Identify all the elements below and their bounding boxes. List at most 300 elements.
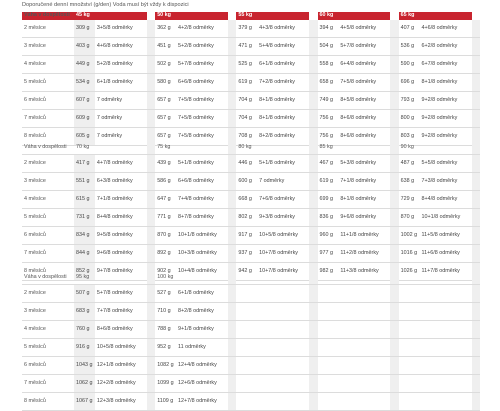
table-row — [22, 20, 480, 38]
doses-cell: 10+1/8 odměrky — [419, 209, 471, 227]
grams-cell: 756 g — [318, 128, 339, 146]
weight-class-header: 90 kg — [399, 142, 420, 155]
doses-cell: 10+3/8 odměrky — [176, 245, 228, 263]
doses-cell: 5+7/8 odměrky — [95, 285, 147, 303]
doses-cell: 5+7/8 odměrky — [338, 38, 390, 56]
weight-class-header: 95 kg — [74, 272, 95, 285]
grams-cell: 590 g — [399, 56, 420, 74]
column-gap — [390, 191, 398, 209]
grams-cell: 600 g — [236, 173, 257, 191]
column-gap — [309, 321, 317, 339]
doses-cell: 4+3/8 odměrky — [257, 20, 309, 38]
doses-cell: 6+3/8 odměrky — [95, 173, 147, 191]
age-cell: 6 měsíců — [22, 92, 74, 110]
weight-class-header: 45 kg — [74, 12, 95, 20]
grams-cell: 982 g — [318, 263, 339, 281]
column-gap — [309, 339, 317, 357]
doses-cell: 11+1/8 odměrky — [338, 227, 390, 245]
doses-cell — [419, 375, 471, 393]
header-cell — [257, 12, 309, 20]
grams-cell: 1026 g — [399, 263, 420, 281]
doses-cell: 11+6/8 odměrky — [419, 245, 471, 263]
age-cell: 6 měsíců — [22, 357, 74, 375]
doses-cell: 9+2/8 odměrky — [419, 110, 471, 128]
grams-cell: 699 g — [318, 191, 339, 209]
grams-cell: 704 g — [236, 110, 257, 128]
doses-cell: 8+2/8 odměrky — [176, 303, 228, 321]
age-cell: 4 měsíce — [22, 191, 74, 209]
grams-cell: 788 g — [155, 321, 176, 339]
doses-cell: 10+5/8 odměrky — [95, 339, 147, 357]
column-gap — [390, 375, 398, 393]
age-cell: 7 měsíců — [22, 245, 74, 263]
doses-cell: 8+1/8 odměrky — [257, 92, 309, 110]
doses-cell: 7 odměrky — [95, 110, 147, 128]
doses-cell: 6+6/8 odměrky — [176, 173, 228, 191]
grams-cell: 507 g — [74, 285, 95, 303]
grams-cell: 771 g — [155, 209, 176, 227]
doses-cell: 3+5/8 odměrky — [95, 20, 147, 38]
grams-cell: 696 g — [399, 74, 420, 92]
doses-cell: 7+7/8 odměrky — [95, 303, 147, 321]
grams-cell: 439 g — [155, 155, 176, 173]
age-cell: 6 měsíců — [22, 227, 74, 245]
table-row — [22, 245, 480, 263]
column-gap — [309, 227, 317, 245]
age-cell: 2 měsíce — [22, 20, 74, 38]
column-gap — [472, 321, 481, 339]
header-cell — [338, 12, 390, 20]
doses-cell: 11 odměrky — [176, 339, 228, 357]
header-cell — [257, 272, 309, 285]
doses-cell: 11+7/8 odměrky — [419, 263, 471, 281]
age-cell: 7 měsíců — [22, 110, 74, 128]
grams-cell: 952 g — [155, 339, 176, 357]
column-gap — [390, 110, 398, 128]
table-row — [22, 321, 480, 339]
header-cell — [338, 142, 390, 155]
doses-cell: 12+7/8 odměrky — [176, 393, 228, 411]
grams-cell: 892 g — [155, 245, 176, 263]
grams-cell — [318, 303, 339, 321]
grams-cell: 417 g — [74, 155, 95, 173]
grams-cell: 609 g — [74, 110, 95, 128]
column-gap — [309, 357, 317, 375]
table-header-row — [22, 272, 480, 285]
grams-cell — [318, 321, 339, 339]
column-gap — [472, 375, 481, 393]
column-gap — [390, 173, 398, 191]
grams-cell: 525 g — [236, 56, 257, 74]
column-gap — [309, 191, 317, 209]
doses-cell — [257, 375, 309, 393]
age-cell: 3 měsíce — [22, 303, 74, 321]
column-gap — [472, 92, 481, 110]
weight-class-header: 80 kg — [236, 142, 257, 155]
table-row — [22, 303, 480, 321]
grams-cell: 803 g — [399, 128, 420, 146]
weight-class-header: 50 kg — [155, 12, 176, 20]
doses-cell: 11+3/8 odměrky — [338, 263, 390, 281]
grams-cell: 937 g — [236, 245, 257, 263]
column-gap — [309, 142, 317, 155]
doses-cell: 9+5/8 odměrky — [95, 227, 147, 245]
grams-cell: 394 g — [318, 20, 339, 38]
table-row — [22, 191, 480, 209]
grams-cell: 917 g — [236, 227, 257, 245]
grams-cell: 834 g — [74, 227, 95, 245]
age-cell: 5 měsíců — [22, 339, 74, 357]
doses-cell: 9+3/8 odměrky — [257, 209, 309, 227]
doses-cell: 9+7/8 odměrky — [95, 263, 147, 281]
doses-cell: 5+2/8 odměrky — [176, 38, 228, 56]
column-gap — [390, 227, 398, 245]
doses-cell: 12+2/8 odměrky — [95, 375, 147, 393]
doses-cell: 9+6/8 odměrky — [338, 209, 390, 227]
age-cell: 8 měsíců — [22, 263, 74, 281]
doses-cell — [338, 285, 390, 303]
weight-class-header: 65 kg — [399, 12, 420, 20]
grams-cell: 844 g — [74, 245, 95, 263]
column-gap — [472, 303, 481, 321]
doses-cell: 8+7/8 odměrky — [176, 209, 228, 227]
grams-cell: 558 g — [318, 56, 339, 74]
column-gap — [147, 142, 155, 155]
doses-cell: 6+1/8 odměrky — [176, 285, 228, 303]
doses-cell: 7+4/8 odměrky — [176, 191, 228, 209]
column-gap — [390, 74, 398, 92]
column-gap — [147, 20, 155, 38]
grams-cell — [399, 339, 420, 357]
column-gap — [147, 155, 155, 173]
grams-cell — [236, 339, 257, 357]
grams-cell — [399, 357, 420, 375]
weight-class-header: 75 kg — [155, 142, 176, 155]
grams-cell: 802 g — [236, 209, 257, 227]
doses-cell: 6+1/8 odměrky — [95, 74, 147, 92]
doses-cell: 7+3/8 odměrky — [419, 173, 471, 191]
column-gap — [147, 285, 155, 303]
column-gap — [472, 191, 481, 209]
doses-cell: 5+1/8 odměrky — [176, 155, 228, 173]
doses-cell: 5+1/8 odměrky — [257, 155, 309, 173]
column-gap — [309, 375, 317, 393]
column-gap — [147, 92, 155, 110]
grams-cell: 870 g — [399, 209, 420, 227]
grams-cell — [236, 303, 257, 321]
header-cell — [176, 272, 228, 285]
column-gap — [309, 209, 317, 227]
column-gap — [147, 245, 155, 263]
grams-cell — [399, 393, 420, 411]
column-gap — [309, 74, 317, 92]
feeding-table-95-100kg — [22, 272, 480, 411]
doses-cell: 5+2/8 odměrky — [95, 56, 147, 74]
grams-cell — [236, 375, 257, 393]
column-gap — [147, 303, 155, 321]
age-cell: 8 měsíců — [22, 393, 74, 411]
grams-cell: 1109 g — [155, 393, 176, 411]
grams-cell: 502 g — [155, 56, 176, 74]
grams-cell: 379 g — [236, 20, 257, 38]
header-cell — [95, 142, 147, 155]
column-gap — [390, 303, 398, 321]
grams-cell: 362 g — [155, 20, 176, 38]
column-gap — [309, 20, 317, 38]
column-gap — [147, 375, 155, 393]
doses-cell: 9+2/8 odměrky — [419, 92, 471, 110]
table-row — [22, 393, 480, 411]
column-gap — [472, 173, 481, 191]
grams-cell — [318, 375, 339, 393]
column-gap — [390, 285, 398, 303]
column-gap — [390, 272, 398, 285]
doses-cell: 12+4/8 odměrky — [176, 357, 228, 375]
doses-cell: 4+6/8 odměrky — [419, 20, 471, 38]
column-gap — [228, 38, 236, 56]
doses-cell: 7+5/8 odměrky — [176, 110, 228, 128]
column-gap — [228, 20, 236, 38]
column-gap — [472, 12, 481, 20]
column-gap — [147, 173, 155, 191]
grams-cell: 870 g — [155, 227, 176, 245]
header-cell — [95, 12, 147, 20]
age-cell: 4 měsíce — [22, 56, 74, 74]
column-gap — [472, 339, 481, 357]
weight-class-header: 55 kg — [236, 12, 257, 20]
doses-cell: 12+1/8 odměrky — [95, 357, 147, 375]
doses-cell: 12+3/8 odměrky — [95, 393, 147, 411]
column-gap — [228, 272, 236, 285]
age-cell: 4 měsíce — [22, 321, 74, 339]
age-cell: 7 měsíců — [22, 375, 74, 393]
grams-cell: 902 g — [155, 263, 176, 281]
grams-cell: 1099 g — [155, 375, 176, 393]
grams-cell: 467 g — [318, 155, 339, 173]
grams-cell: 504 g — [318, 38, 339, 56]
grams-cell: 977 g — [318, 245, 339, 263]
header-cell — [257, 142, 309, 155]
doses-cell — [419, 303, 471, 321]
doses-cell: 8+6/8 odměrky — [95, 321, 147, 339]
doses-cell — [257, 393, 309, 411]
column-gap — [228, 92, 236, 110]
header-cell — [176, 12, 228, 20]
age-cell: 3 měsíce — [22, 38, 74, 56]
doses-cell: 9+1/8 odměrky — [176, 321, 228, 339]
column-gap — [147, 209, 155, 227]
page-title: Doporučené denní množství (g/den) Voda musí být vždy k dispozici — [22, 2, 189, 8]
doses-cell — [338, 321, 390, 339]
doses-cell — [338, 339, 390, 357]
doses-cell: 9+6/8 odměrky — [95, 245, 147, 263]
doses-cell — [338, 357, 390, 375]
column-gap — [147, 110, 155, 128]
adult-weight-label: Váha v dospělosti — [22, 272, 74, 285]
grams-cell — [399, 303, 420, 321]
doses-cell: 4+2/8 odměrky — [176, 20, 228, 38]
column-gap — [390, 245, 398, 263]
column-gap — [309, 110, 317, 128]
column-gap — [228, 110, 236, 128]
column-gap — [390, 56, 398, 74]
grams-cell: 852 g — [74, 263, 95, 281]
grams-cell — [399, 285, 420, 303]
weight-class-header: 85 kg — [318, 142, 339, 155]
column-gap — [228, 56, 236, 74]
doses-cell — [419, 393, 471, 411]
doses-cell: 7+2/8 odměrky — [257, 74, 309, 92]
column-gap — [228, 209, 236, 227]
grams-cell: 536 g — [399, 38, 420, 56]
grams-cell: 1002 g — [399, 227, 420, 245]
doses-cell — [257, 285, 309, 303]
doses-cell — [338, 393, 390, 411]
column-gap — [147, 321, 155, 339]
column-gap — [228, 245, 236, 263]
column-gap — [390, 92, 398, 110]
doses-cell: 9+2/8 odměrky — [419, 128, 471, 146]
column-gap — [309, 155, 317, 173]
doses-cell: 5+7/8 odměrky — [176, 56, 228, 74]
grams-cell: 309 g — [74, 20, 95, 38]
grams-cell: 657 g — [155, 92, 176, 110]
grams-cell: 446 g — [236, 155, 257, 173]
doses-cell: 7+1/8 odměrky — [95, 191, 147, 209]
grams-cell: 836 g — [318, 209, 339, 227]
doses-cell: 8+5/8 odměrky — [338, 92, 390, 110]
grams-cell: 658 g — [318, 74, 339, 92]
doses-cell: 8+4/8 odměrky — [95, 209, 147, 227]
column-gap — [472, 227, 481, 245]
grams-cell: 534 g — [74, 74, 95, 92]
grams-cell — [236, 393, 257, 411]
doses-cell — [419, 339, 471, 357]
doses-cell: 6+4/8 odměrky — [338, 56, 390, 74]
doses-cell: 4+6/8 odměrky — [95, 38, 147, 56]
grams-cell: 960 g — [318, 227, 339, 245]
adult-weight-label: Váha v dospělosti — [22, 142, 74, 155]
column-gap — [147, 38, 155, 56]
column-gap — [390, 142, 398, 155]
table-row — [22, 74, 480, 92]
doses-cell: 6+1/8 odměrky — [257, 56, 309, 74]
grams-cell: 527 g — [155, 285, 176, 303]
doses-cell — [419, 321, 471, 339]
doses-cell: 7+5/8 odměrky — [176, 92, 228, 110]
doses-cell: 7+5/8 odměrky — [338, 74, 390, 92]
grams-cell — [318, 285, 339, 303]
column-gap — [228, 303, 236, 321]
column-gap — [147, 56, 155, 74]
weight-class-header: 100 kg — [155, 272, 176, 285]
column-gap — [309, 12, 317, 20]
doses-cell: 7+6/8 odměrky — [257, 191, 309, 209]
doses-cell: 8+2/8 odměrky — [257, 128, 309, 146]
column-gap — [147, 74, 155, 92]
column-gap — [147, 272, 155, 285]
doses-cell: 10+7/8 odměrky — [257, 245, 309, 263]
grams-cell: 756 g — [318, 110, 339, 128]
column-gap — [228, 285, 236, 303]
grams-cell: 487 g — [399, 155, 420, 173]
column-gap — [228, 357, 236, 375]
table-header-row — [22, 142, 480, 155]
doses-cell: 6+2/8 odměrky — [419, 38, 471, 56]
grams-cell: 731 g — [74, 209, 95, 227]
grams-cell: 760 g — [74, 321, 95, 339]
column-gap — [147, 393, 155, 411]
table-row — [22, 92, 480, 110]
grams-cell: 407 g — [399, 20, 420, 38]
grams-cell — [318, 393, 339, 411]
doses-cell: 7 odměrky — [257, 173, 309, 191]
column-gap — [309, 38, 317, 56]
column-gap — [390, 339, 398, 357]
age-cell: 2 měsíce — [22, 155, 74, 173]
column-gap — [228, 12, 236, 20]
table-header-row — [22, 12, 480, 20]
grams-cell: 451 g — [155, 38, 176, 56]
doses-cell: 7 odměrky — [95, 92, 147, 110]
grams-cell: 1016 g — [399, 245, 420, 263]
column-gap — [228, 321, 236, 339]
doses-cell — [257, 339, 309, 357]
column-gap — [309, 92, 317, 110]
grams-cell — [236, 321, 257, 339]
grams-cell: 710 g — [155, 303, 176, 321]
column-gap — [147, 12, 155, 20]
weight-class-header — [399, 272, 420, 285]
weight-class-header — [236, 272, 257, 285]
grams-cell — [318, 339, 339, 357]
doses-cell: 4+7/8 odměrky — [95, 155, 147, 173]
column-gap — [472, 110, 481, 128]
weight-class-header: 60 kg — [318, 12, 339, 20]
column-gap — [147, 227, 155, 245]
column-gap — [472, 272, 481, 285]
column-gap — [309, 173, 317, 191]
weight-class-header — [318, 272, 339, 285]
grams-cell — [318, 357, 339, 375]
doses-cell: 11+2/8 odměrky — [338, 245, 390, 263]
grams-cell: 619 g — [318, 173, 339, 191]
column-gap — [390, 155, 398, 173]
grams-cell: 729 g — [399, 191, 420, 209]
doses-cell: 11+5/8 odměrky — [419, 227, 471, 245]
column-gap — [390, 12, 398, 20]
doses-cell: 8+1/8 odměrky — [419, 74, 471, 92]
table-row — [22, 56, 480, 74]
doses-cell: 8+4/8 odměrky — [419, 191, 471, 209]
grams-cell: 471 g — [236, 38, 257, 56]
header-cell — [95, 272, 147, 285]
doses-cell — [338, 375, 390, 393]
doses-cell: 8+1/8 odměrky — [338, 191, 390, 209]
column-gap — [309, 303, 317, 321]
grams-cell: 403 g — [74, 38, 95, 56]
age-cell: 3 měsíce — [22, 173, 74, 191]
table-row — [22, 209, 480, 227]
column-gap — [472, 285, 481, 303]
column-gap — [390, 20, 398, 38]
doses-cell: 12+6/8 odměrky — [176, 375, 228, 393]
column-gap — [309, 56, 317, 74]
column-gap — [472, 56, 481, 74]
doses-cell — [257, 303, 309, 321]
grams-cell: 708 g — [236, 128, 257, 146]
table-row — [22, 155, 480, 173]
